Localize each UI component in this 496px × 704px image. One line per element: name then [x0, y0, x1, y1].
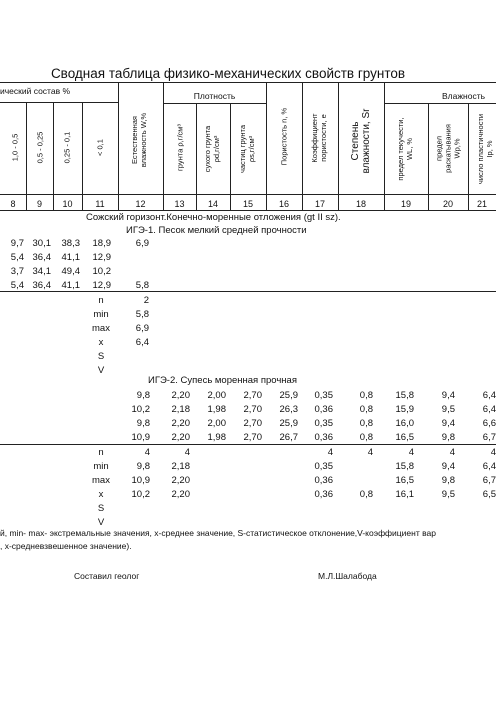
table-cell: 10,2 [131, 404, 150, 415]
col-divider [338, 82, 339, 210]
table-cell: 9,8 [136, 418, 150, 429]
table-cell: 9,7 [10, 238, 24, 249]
stat-value: 5,8 [135, 309, 149, 320]
table-cell: 2,70 [243, 404, 262, 415]
col-divider [196, 103, 197, 210]
density-group-rule [163, 103, 266, 104]
grain-composition-heading: ический состав % [0, 86, 71, 96]
stat-value: 6,4 [135, 337, 149, 348]
natural-moisture-line2: влажность W,% [139, 112, 148, 168]
table-cell: 6,4 [482, 404, 496, 415]
stat-value: 6,5 [482, 489, 496, 500]
table-cell: 26,3 [279, 404, 298, 415]
col-divider [230, 103, 231, 210]
grain-col-4: < 0,1 [95, 139, 105, 156]
density-soil-header: грунта ρ,г/см³ [175, 124, 185, 171]
density-particles-line2: ρs,г/см³ [247, 135, 256, 163]
stat-value: 4 [408, 447, 414, 458]
grain-col-3: 0,25 - 0,1 [62, 131, 72, 164]
table-cell: 2,20 [171, 432, 190, 443]
stat-value: 9,8 [441, 475, 455, 486]
natural-moisture-header [130, 100, 150, 180]
table-cell: 9,8 [441, 432, 455, 443]
stat-label: n [98, 295, 104, 306]
stat-value: 9,8 [136, 461, 150, 472]
col-number-rule [0, 210, 496, 211]
density-dry-line2: ρd,г/см³ [212, 135, 221, 163]
ige1-title: ИГЭ-1. Песок мелкий средней прочности [126, 225, 307, 236]
stat-value: 9,5 [441, 489, 455, 500]
table-cell: 36,4 [32, 280, 51, 291]
plastic-limit-header [435, 109, 462, 189]
stat-value: 16,5 [395, 475, 414, 486]
table-cell: 2,18 [171, 404, 190, 415]
col-divider [468, 103, 469, 210]
table-cell: 25,9 [279, 390, 298, 401]
plasticity-index-header [476, 109, 496, 189]
col-divider [82, 103, 83, 210]
stat-label: x [98, 337, 104, 348]
table-cell: 9,4 [441, 390, 455, 401]
table-cell: 10,9 [131, 432, 150, 443]
table-cell: 0,8 [359, 432, 373, 443]
liquid-limit-line2: WL, % [405, 137, 414, 161]
col-number: 12 [135, 199, 146, 209]
stat-label: V [97, 517, 105, 528]
table-cell: 25,9 [279, 418, 298, 429]
signature-role: Составил геолог [74, 571, 140, 581]
col-divider [163, 82, 164, 210]
stat-label: min [93, 309, 109, 320]
table-cell: 2,00 [207, 390, 226, 401]
table-cell: 5,8 [135, 280, 149, 291]
header-top-rule [0, 82, 496, 83]
porosity-coef-line2: пористости, е [319, 114, 328, 162]
stat-label: max [92, 323, 110, 334]
table-cell: 6,4 [482, 390, 496, 401]
col-number: 19 [400, 199, 411, 209]
table-cell: 9,4 [441, 418, 455, 429]
table-cell: 0,8 [359, 390, 373, 401]
density-dry-header [203, 109, 223, 189]
col-number: 9 [36, 199, 42, 209]
table-cell: 15,8 [395, 390, 414, 401]
stat-label: S [97, 503, 105, 514]
table-cell: 41,1 [61, 280, 80, 291]
col-number: 21 [476, 199, 487, 209]
col-divider [302, 82, 303, 210]
section-title: Сожский горизонт.Конечно-моренные отложения (gt II sz). [86, 212, 341, 223]
table-cell: 2,00 [207, 418, 226, 429]
col-divider [26, 103, 27, 210]
stat-value: 10,9 [131, 475, 150, 486]
ige2-rule [0, 444, 496, 445]
grain-col-1: 1,0 - 0,5 [10, 133, 20, 162]
saturation-header [350, 101, 372, 181]
table-cell: 5,4 [10, 280, 24, 291]
col-number: 13 [174, 199, 185, 209]
table-cell: 1,98 [207, 404, 226, 415]
table-cell: 2,20 [171, 390, 190, 401]
page-title: Сводная таблица физико-механических свойств грунтов [50, 66, 406, 81]
table-cell: 2,70 [243, 390, 262, 401]
stat-value: 6,4 [482, 461, 496, 472]
stat-value: 0,8 [359, 489, 373, 500]
stat-value: 2,18 [171, 461, 190, 472]
table-cell: 49,4 [61, 266, 80, 277]
table-cell: 0,35 [314, 418, 333, 429]
stat-label: n [98, 447, 104, 458]
stat-value: 2 [143, 295, 149, 306]
plastic-limit-line3: Wp,% [452, 138, 462, 159]
stat-value: 4 [327, 447, 333, 458]
stat-value: 10,2 [131, 489, 150, 500]
plastic-limit-line2: раскатывания [443, 124, 453, 173]
stat-value: 4 [184, 447, 190, 458]
porosity-header: Пористость n, % [279, 107, 289, 166]
natural-moisture-line1: Естественная [130, 116, 139, 164]
stat-label: x [98, 489, 104, 500]
table-cell: 2,20 [171, 418, 190, 429]
table-cell: 26,7 [279, 432, 298, 443]
header-bottom-rule [0, 194, 496, 195]
table-cell: 16,5 [395, 432, 414, 443]
stat-value: 6,9 [135, 323, 149, 334]
col-number: 18 [355, 199, 366, 209]
table-cell: 6,7 [482, 432, 496, 443]
col-divider [384, 82, 385, 210]
table-cell: 6,9 [135, 238, 149, 249]
stat-value: 0,36 [314, 475, 333, 486]
col-number: 11 [95, 199, 105, 209]
moisture-group-rule [384, 103, 496, 104]
table-cell: 1,98 [207, 432, 226, 443]
col-number: 15 [242, 199, 253, 209]
col-number: 8 [10, 199, 16, 209]
col-number: 20 [442, 199, 453, 209]
liquid-limit-header [396, 109, 416, 189]
table-cell: 16,0 [395, 418, 414, 429]
table-cell: 9,5 [441, 404, 455, 415]
porosity-coef-header [310, 98, 330, 178]
stat-value: 2,20 [171, 489, 190, 500]
col-divider [266, 82, 267, 210]
table-cell: 34,1 [32, 266, 51, 277]
porosity-coef-line1: Коэффициент [310, 113, 319, 163]
stat-value: 4 [449, 447, 455, 458]
footnote-line2: , x-средневзвешенное значение). [0, 541, 132, 551]
stat-label: V [97, 365, 105, 376]
col-divider [118, 82, 119, 210]
saturation-line1: Степень [350, 121, 361, 161]
table-cell: 18,9 [92, 238, 111, 249]
footnote-line1: й, min- max- экстремальные значения, x-среднее значение, S-статистическое отклонение,V-коэффициент вар [0, 528, 436, 538]
table-cell: 41,1 [61, 252, 80, 263]
ige1-rule [0, 291, 496, 292]
stat-value: 0,35 [314, 461, 333, 472]
col-number: 10 [62, 199, 73, 209]
table-cell: 36,4 [32, 252, 51, 263]
grain-col-2: 0,5 - 0,25 [35, 131, 45, 164]
stat-value: 15,8 [395, 461, 414, 472]
stat-value: 4 [367, 447, 373, 458]
grain-group-rule [0, 102, 118, 103]
table-cell: 38,3 [61, 238, 80, 249]
density-particles-line1: частиц грунта [238, 124, 247, 174]
table-cell: 5,4 [10, 252, 24, 263]
col-divider [53, 103, 54, 210]
stat-value: 6,7 [482, 475, 496, 486]
density-particles-header [238, 109, 258, 189]
plasticity-index-line1: число пластичности [476, 113, 485, 185]
table-cell: 0,8 [359, 418, 373, 429]
signature-name: М.Л.Шалабода [318, 571, 377, 581]
table-cell: 2,70 [243, 418, 262, 429]
table-cell: 2,70 [243, 432, 262, 443]
saturation-line2: влажности, Sr [361, 108, 372, 174]
stat-value: 4 [144, 447, 150, 458]
plastic-limit-line1: предел [434, 136, 444, 161]
moisture-heading: Влажность [442, 91, 486, 101]
density-dry-line1: сухого грунта [203, 125, 212, 173]
table-cell: 6,6 [482, 418, 496, 429]
stat-label: S [97, 351, 105, 362]
plasticity-index-line2: Ip, % [485, 140, 494, 158]
stat-label: max [92, 475, 110, 486]
table-cell: 9,8 [136, 390, 150, 401]
table-cell: 0,8 [359, 404, 373, 415]
stat-value: 4 [490, 447, 496, 458]
density-heading: Плотность [193, 91, 236, 101]
col-number: 14 [207, 199, 218, 209]
table-cell: 0,35 [314, 390, 333, 401]
table-cell: 0,36 [314, 432, 333, 443]
liquid-limit-line1: предел текучести, [396, 117, 405, 181]
ige2-title: ИГЭ-2. Супесь моренная прочная [148, 375, 297, 386]
stat-value: 2,20 [171, 475, 190, 486]
table-cell: 10,2 [92, 266, 111, 277]
table-cell: 15,9 [395, 404, 414, 415]
table-cell: 12,9 [92, 280, 111, 291]
col-number: 17 [314, 199, 325, 209]
table-cell: 12,9 [92, 252, 111, 263]
col-divider [428, 103, 429, 210]
table-cell: 30,1 [32, 238, 51, 249]
col-number: 16 [278, 199, 289, 209]
stat-value: 0,36 [314, 489, 333, 500]
stat-value: 16,1 [395, 489, 414, 500]
table-cell: 3,7 [10, 266, 24, 277]
table-cell: 0,36 [314, 404, 333, 415]
stat-label: min [93, 461, 109, 472]
stat-value: 9,4 [441, 461, 455, 472]
